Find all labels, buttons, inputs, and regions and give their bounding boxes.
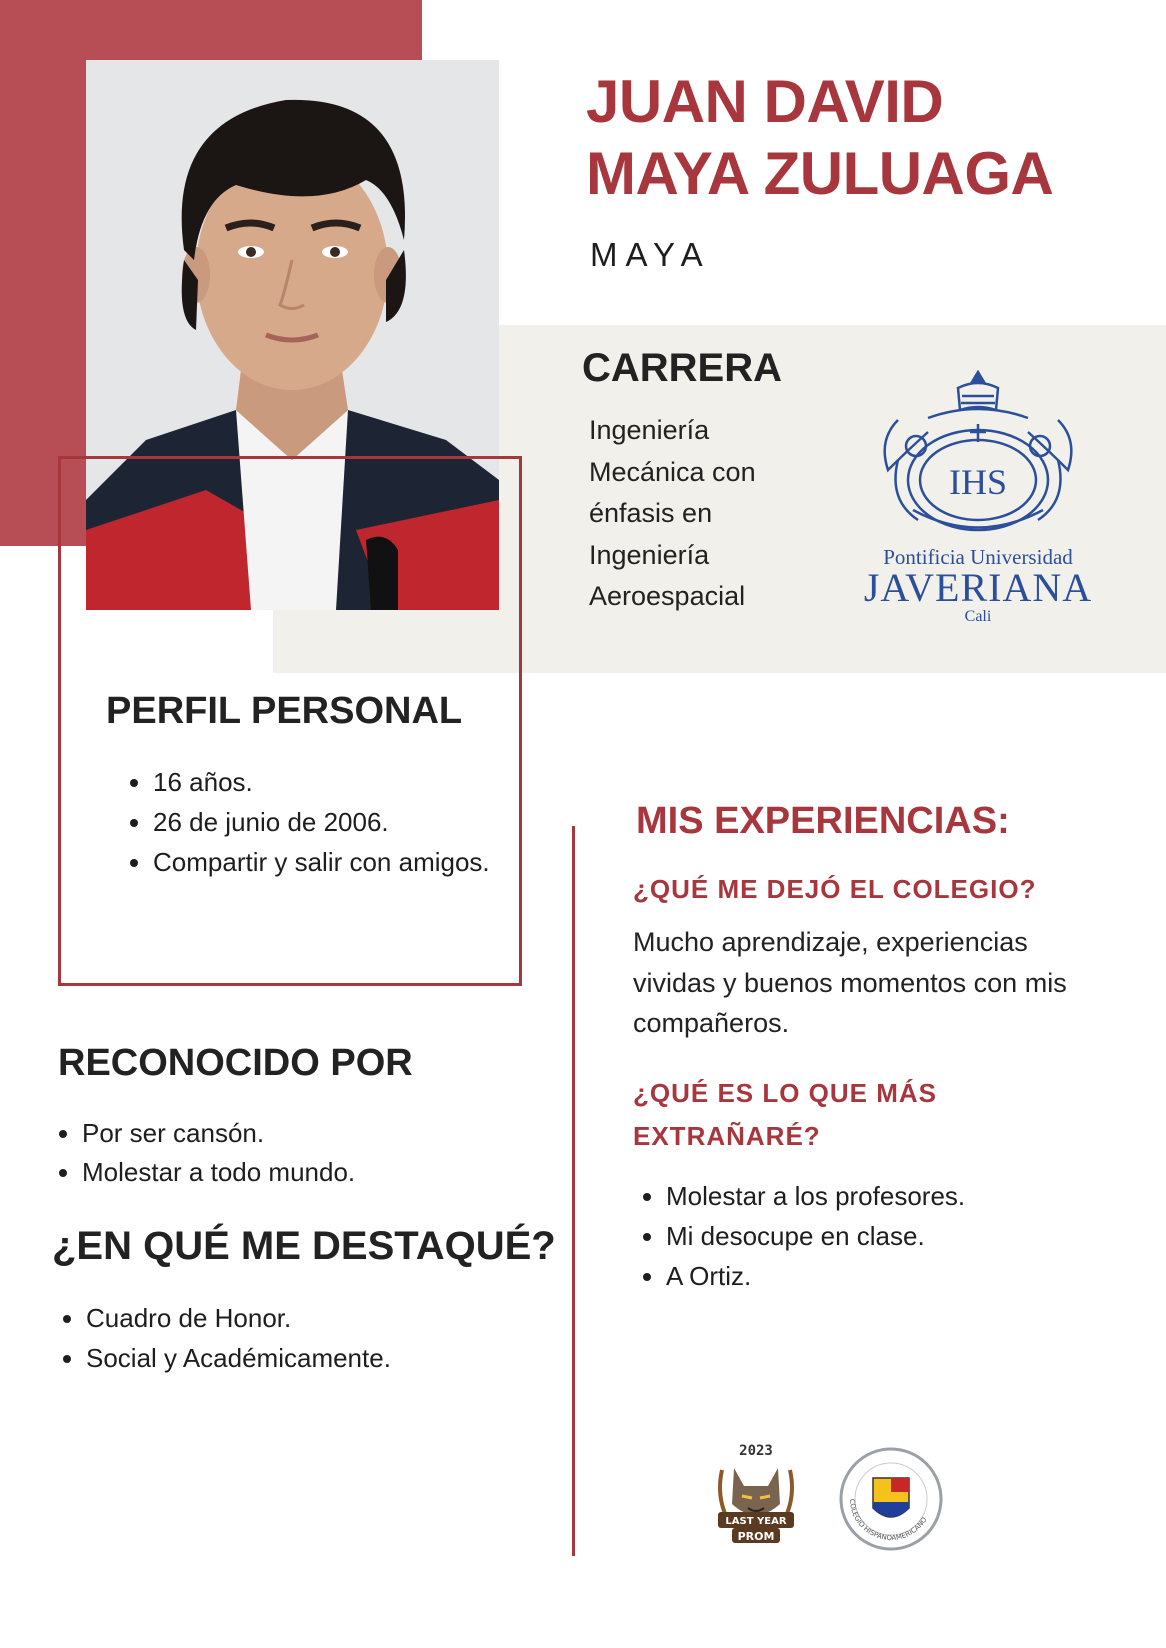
experiencias-title: MIS EXPERIENCIAS: bbox=[636, 800, 1010, 842]
colegio-text: COLEGIO HISPANOAMERICANO bbox=[847, 1498, 929, 1543]
carrera-text bbox=[589, 410, 829, 618]
student-name bbox=[586, 66, 1146, 210]
javeriana-line-3: Cali bbox=[964, 608, 992, 625]
list-item: • Social y Académicamente. bbox=[86, 1338, 566, 1378]
list-item: • Molestar a todo mundo. bbox=[82, 1153, 542, 1192]
reconocido-list bbox=[50, 1114, 542, 1192]
carrera-line: Ingeniería bbox=[589, 539, 710, 570]
javeriana-line-1: Pontificia Universidad bbox=[883, 545, 1073, 569]
destaque-list bbox=[54, 1298, 566, 1378]
prom-year: 2023 bbox=[739, 1443, 773, 1459]
reconocido-title: RECONOCIDO POR bbox=[58, 1042, 413, 1084]
colegio-hispanoamericano-logo bbox=[838, 1446, 944, 1552]
name-line-2: MAYA ZULUAGA bbox=[586, 140, 1054, 207]
student-nickname: MAYA bbox=[590, 236, 711, 273]
prom-line-2: PROM bbox=[737, 1530, 775, 1543]
perfil-list bbox=[121, 762, 533, 882]
carrera-line: Ingeniería bbox=[589, 415, 710, 445]
list-item: • Mi desocupe en clase. bbox=[666, 1216, 1126, 1256]
perfil-title: PERFIL PERSONAL bbox=[106, 690, 463, 732]
prom-2023-logo bbox=[708, 1442, 804, 1546]
carrera-line: Aeroespacial bbox=[589, 581, 746, 611]
question-1: ¿QUÉ ME DEJÓ EL COLEGIO? bbox=[633, 874, 1037, 904]
list-item: • Molestar a los profesores. bbox=[666, 1176, 1126, 1216]
list-item: • Compartir y salir con amigos. bbox=[153, 842, 533, 882]
answer-1: Mucho aprendizaje, experiencias vividas y buenos momentos con mis compañeros. bbox=[633, 927, 1067, 1038]
carrera-title: CARRERA bbox=[582, 346, 782, 390]
list-item: • Cuadro de Honor. bbox=[86, 1298, 566, 1338]
destaque-title: ¿EN QUÉ ME DESTAQUÉ? bbox=[52, 1224, 556, 1268]
list-item: • 26 de junio de 2006. bbox=[153, 802, 533, 842]
colegio-shield-icon bbox=[838, 1446, 944, 1552]
experiencias-list bbox=[634, 1176, 1126, 1296]
carrera-line: énfasis en bbox=[589, 498, 713, 528]
javeriana-wordmark bbox=[846, 546, 1110, 626]
vertical-divider bbox=[572, 826, 575, 1556]
prom-line-1: LAST YEAR bbox=[725, 1516, 787, 1527]
carrera-line: Mecánica con bbox=[589, 456, 756, 487]
lynx-mascot-icon bbox=[708, 1442, 804, 1546]
javeriana-line-2: JAVERIANA bbox=[863, 565, 1093, 610]
question-2: ¿QUÉ ES LO QUE MÁS EXTRAÑARÉ? bbox=[633, 1078, 938, 1151]
list-item: • 16 años. bbox=[153, 762, 533, 802]
list-item: • Por ser cansón. bbox=[82, 1114, 542, 1153]
list-item: • A Ortiz. bbox=[666, 1256, 1126, 1296]
javeriana-monogram: IHS bbox=[948, 462, 1008, 502]
name-line-1: JUAN DAVID bbox=[586, 68, 944, 135]
